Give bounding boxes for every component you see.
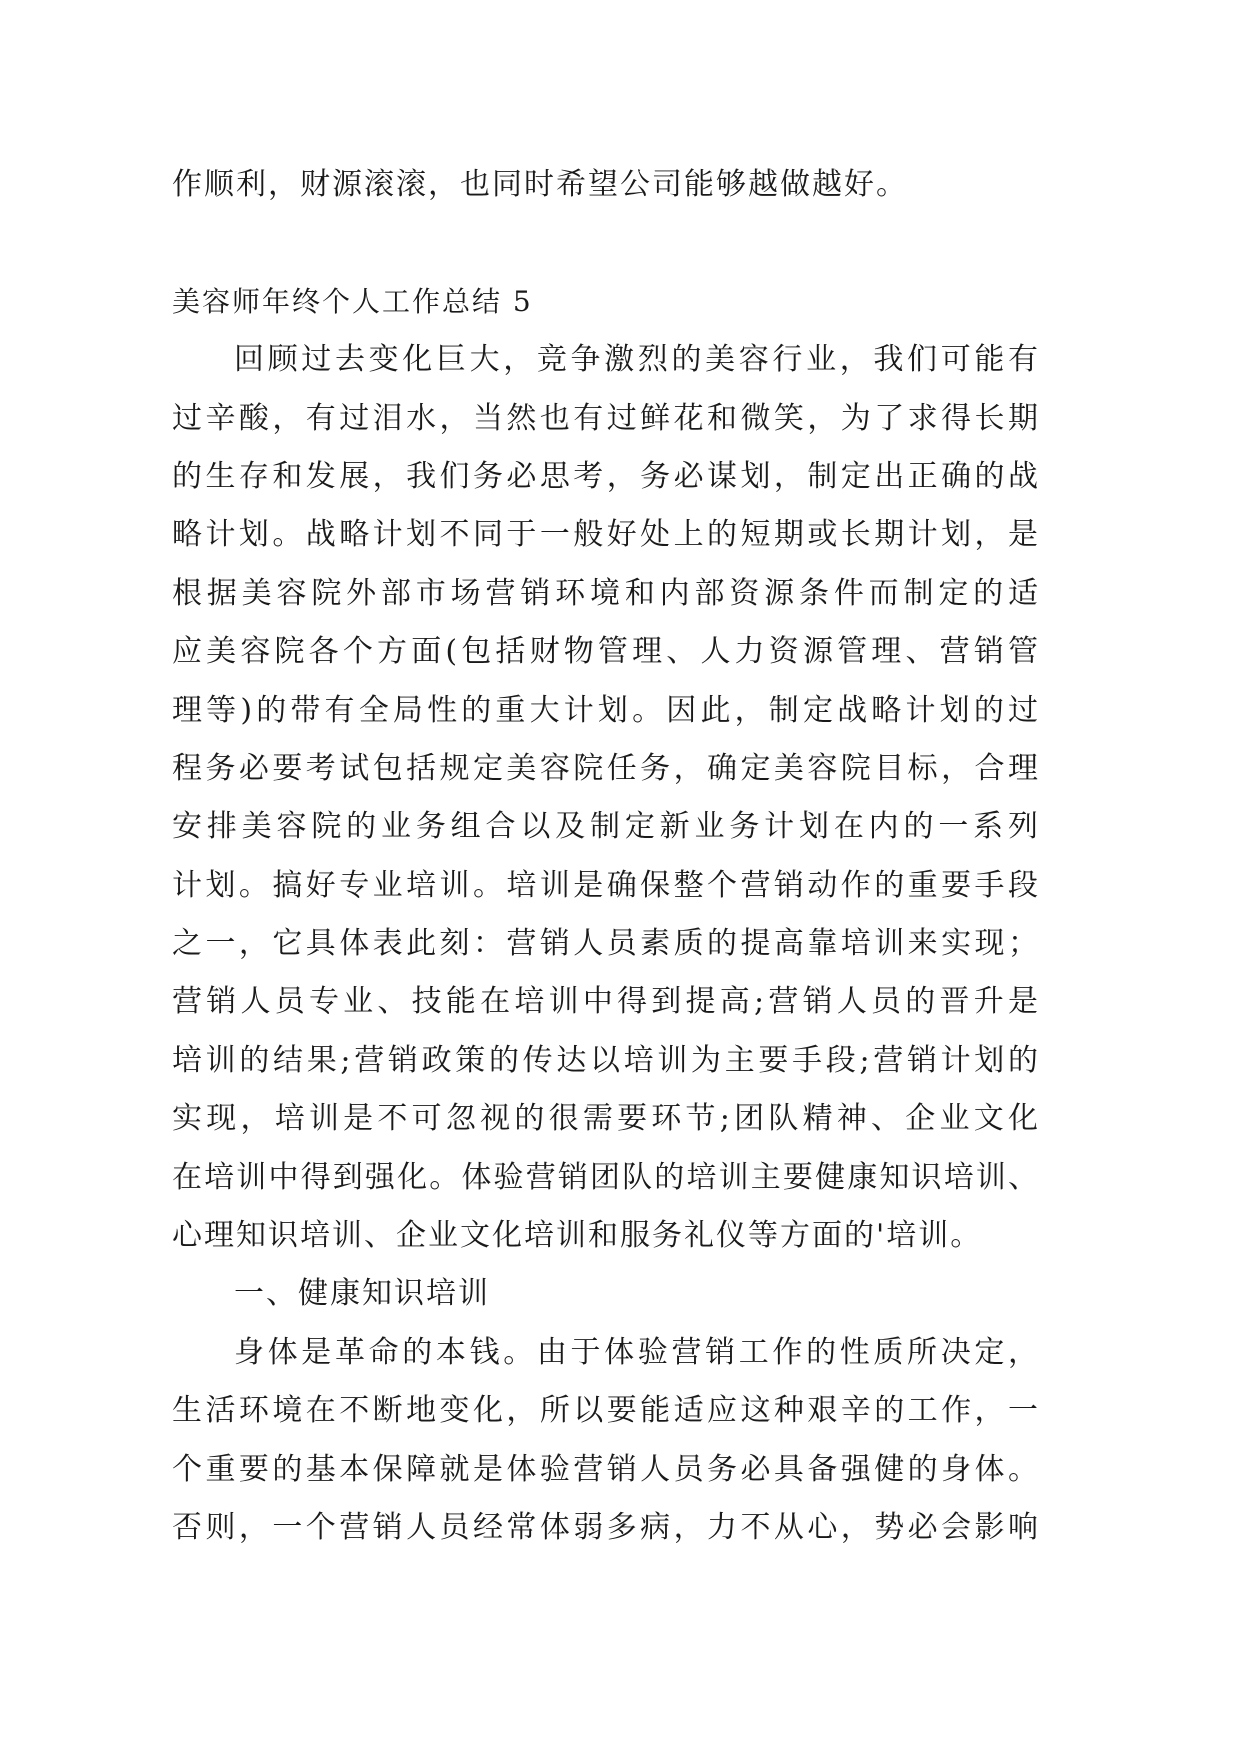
paragraph-line: 安排美容院的业务组合以及制定新业务计划在内的一系列 [172, 809, 1040, 845]
paragraph-line: 否则，一个营销人员经常体弱多病，力不从心，势必会影响 [172, 1509, 1040, 1545]
paragraph-line: 在培训中得到强化。体验营销团队的培训主要健康知识培训、 [172, 1159, 1040, 1195]
paragraph-line: 培训的结果;营销政策的传达以培训为主要手段;营销计划的 [172, 1042, 1040, 1078]
paragraph-line: 之一，它具体表此刻：营销人员素质的提高靠培训来实现； [172, 926, 1040, 962]
paragraph-line: 身体是革命的本钱。由于体验营销工作的性质所决定， [234, 1334, 1040, 1370]
intro-paragraph [172, 331, 1040, 1265]
paragraph-line: 根据美容院外部市场营销环境和内部资源条件而制定的适 [172, 575, 1040, 611]
paragraph-line: 生活环境在不断地变化，所以要能适应这种艰辛的工作，一 [172, 1393, 1040, 1429]
continuation-line: 作顺利，财源滚滚，也同时希望公司能够越做越好。 [172, 167, 908, 202]
health-paragraph [172, 1324, 1040, 1558]
paragraph-line: 回顾过去变化巨大，竞争激烈的美容行业，我们可能有 [234, 342, 1040, 378]
document-body [172, 156, 1040, 1557]
paragraph-line: 心理知识培训、企业文化培训和服务礼仪等方面的'培训。 [172, 1218, 983, 1254]
paragraph-line: 理等)的带有全局性的重大计划。因此，制定战略计划的过 [172, 692, 1040, 728]
paragraph-line: 过辛酸，有过泪水，当然也有过鲜花和微笑，为了求得长期 [172, 400, 1040, 436]
paragraph-line: 程务必要考试包括规定美容院任务，确定美容院目标，合理 [172, 750, 1040, 786]
paragraph-line: 的生存和发展，我们务必思考，务必谋划，制定出正确的战 [172, 458, 1040, 494]
paragraph-line: 略计划。战略计划不同于一般好处上的短期或长期计划，是 [172, 517, 1040, 553]
paragraph-line: 营销人员专业、技能在培训中得到提高;营销人员的晋升是 [172, 984, 1040, 1020]
paragraph-line: 计划。搞好专业培训。培训是确保整个营销动作的重要手段 [172, 867, 1040, 903]
paragraph-line: 实现，培训是不可忽视的很需要环节;团队精神、企业文化 [172, 1101, 1040, 1137]
paragraph-line: 个重要的基本保障就是体验营销人员务必具备强健的身体。 [172, 1451, 1040, 1487]
section-title: 美容师年终个人工作总结 5 [172, 284, 533, 318]
paragraph-line: 应美容院各个方面(包括财物管理、人力资源管理、营销管 [172, 634, 1040, 670]
subsection-title: 一、健康知识培训 [234, 1276, 490, 1312]
blank-line [172, 214, 1040, 272]
